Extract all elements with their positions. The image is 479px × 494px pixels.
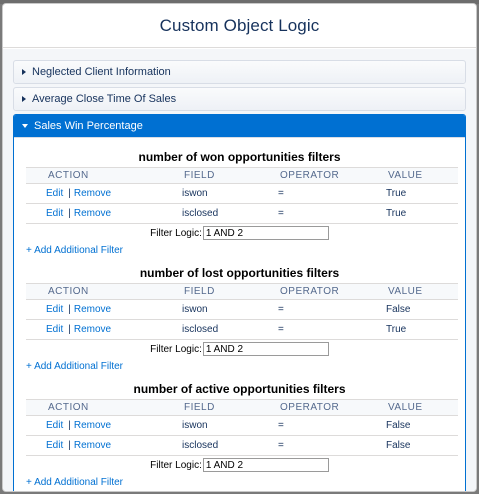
edit-link[interactable]: Edit xyxy=(46,440,64,451)
filter-group-won xyxy=(14,150,465,258)
column-header-value: VALUE xyxy=(366,284,458,300)
column-header-operator: OPERATOR xyxy=(258,400,366,416)
column-header-field: FIELD xyxy=(162,400,258,416)
section-label: Sales Win Percentage xyxy=(34,120,143,132)
modal-title: Custom Object Logic xyxy=(159,15,320,35)
action-separator: | xyxy=(68,324,71,335)
remove-link[interactable]: Remove xyxy=(73,420,112,431)
filter-group-title: number of lost opportunities filters xyxy=(139,266,340,280)
table-row xyxy=(26,416,458,436)
action-separator: | xyxy=(68,188,71,199)
remove-link[interactable]: Remove xyxy=(73,208,112,219)
filter-logic-input[interactable] xyxy=(203,226,329,240)
action-separator: | xyxy=(68,440,71,451)
caret-right-icon xyxy=(22,96,26,102)
field-cell: isclosed xyxy=(162,204,258,224)
action-cell xyxy=(26,320,162,340)
filter-logic-label: Filter Logic: xyxy=(150,227,202,239)
filter-logic-label: Filter Logic: xyxy=(150,459,202,471)
filter-logic-input[interactable] xyxy=(203,342,329,356)
section-average-close-time-of-sales xyxy=(13,87,466,111)
operator-cell: = xyxy=(258,204,366,224)
table-row xyxy=(26,204,458,224)
caret-right-icon xyxy=(22,69,26,75)
table-row xyxy=(26,436,458,456)
modal-body xyxy=(3,49,476,491)
action-cell xyxy=(26,436,162,456)
table-header-row xyxy=(26,400,458,416)
column-header-action: ACTION xyxy=(26,168,162,184)
table-header-row xyxy=(26,284,458,300)
table-row xyxy=(26,300,458,320)
filter-logic-input[interactable] xyxy=(203,458,329,472)
edit-link[interactable]: Edit xyxy=(46,208,64,219)
section-header-sales-win-percentage[interactable] xyxy=(14,115,465,137)
remove-link[interactable]: Remove xyxy=(73,440,112,451)
caret-down-icon xyxy=(22,124,28,128)
filters-table xyxy=(26,167,458,224)
section-sales-win-percentage xyxy=(13,114,466,492)
edit-link[interactable]: Edit xyxy=(46,188,64,199)
table-row xyxy=(26,184,458,204)
filter-logic-row xyxy=(14,226,465,240)
column-header-field: FIELD xyxy=(162,284,258,300)
operator-cell: = xyxy=(258,184,366,204)
edit-link[interactable]: Edit xyxy=(46,324,64,335)
value-cell: True xyxy=(366,320,458,340)
edit-link[interactable]: Edit xyxy=(46,420,64,431)
value-cell: True xyxy=(366,204,458,224)
value-cell: True xyxy=(366,184,458,204)
action-cell xyxy=(26,300,162,320)
value-cell: False xyxy=(366,416,458,436)
modal-header xyxy=(3,4,476,48)
remove-link[interactable]: Remove xyxy=(73,188,112,199)
table-header-row xyxy=(26,168,458,184)
action-separator: | xyxy=(68,420,71,431)
add-additional-filter-link[interactable]: + Add Additional Filter xyxy=(26,361,124,372)
remove-link[interactable]: Remove xyxy=(73,324,112,335)
section-label: Average Close Time Of Sales xyxy=(32,93,177,105)
add-additional-filter-link[interactable]: + Add Additional Filter xyxy=(26,245,124,256)
field-cell: iswon xyxy=(162,184,258,204)
operator-cell: = xyxy=(258,320,366,340)
field-cell: iswon xyxy=(162,300,258,320)
filter-logic-row xyxy=(14,342,465,356)
field-cell: iswon xyxy=(162,416,258,436)
column-header-operator: OPERATOR xyxy=(258,168,366,184)
filter-logic-label: Filter Logic: xyxy=(150,343,202,355)
column-header-action: ACTION xyxy=(26,284,162,300)
filters-table xyxy=(26,283,458,340)
section-label: Neglected Client Information xyxy=(32,66,171,78)
action-cell xyxy=(26,184,162,204)
operator-cell: = xyxy=(258,416,366,436)
filter-group-active xyxy=(14,382,465,490)
column-header-operator: OPERATOR xyxy=(258,284,366,300)
action-cell xyxy=(26,204,162,224)
operator-cell: = xyxy=(258,436,366,456)
filter-group-title: number of active opportunities filters xyxy=(133,382,346,396)
action-separator: | xyxy=(68,208,71,219)
filter-group-title: number of won opportunities filters xyxy=(138,150,341,164)
field-cell: isclosed xyxy=(162,320,258,340)
section-neglected-client-information xyxy=(13,60,466,84)
value-cell: False xyxy=(366,300,458,320)
column-header-value: VALUE xyxy=(366,168,458,184)
value-cell: False xyxy=(366,436,458,456)
operator-cell: = xyxy=(258,300,366,320)
action-separator: | xyxy=(68,304,71,315)
column-header-value: VALUE xyxy=(366,400,458,416)
column-header-action: ACTION xyxy=(26,400,162,416)
section-content xyxy=(14,137,465,492)
filter-group-lost xyxy=(14,266,465,374)
table-row xyxy=(26,320,458,340)
field-cell: isclosed xyxy=(162,436,258,456)
column-header-field: FIELD xyxy=(162,168,258,184)
filters-table xyxy=(26,399,458,456)
section-header-neglected-client-information[interactable] xyxy=(14,61,465,83)
edit-link[interactable]: Edit xyxy=(46,304,64,315)
section-header-average-close-time-of-sales[interactable] xyxy=(14,88,465,110)
action-cell xyxy=(26,416,162,436)
add-additional-filter-link[interactable]: + Add Additional Filter xyxy=(26,477,124,488)
remove-link[interactable]: Remove xyxy=(73,304,112,315)
custom-object-logic-modal xyxy=(2,3,477,492)
filter-logic-row xyxy=(14,458,465,472)
